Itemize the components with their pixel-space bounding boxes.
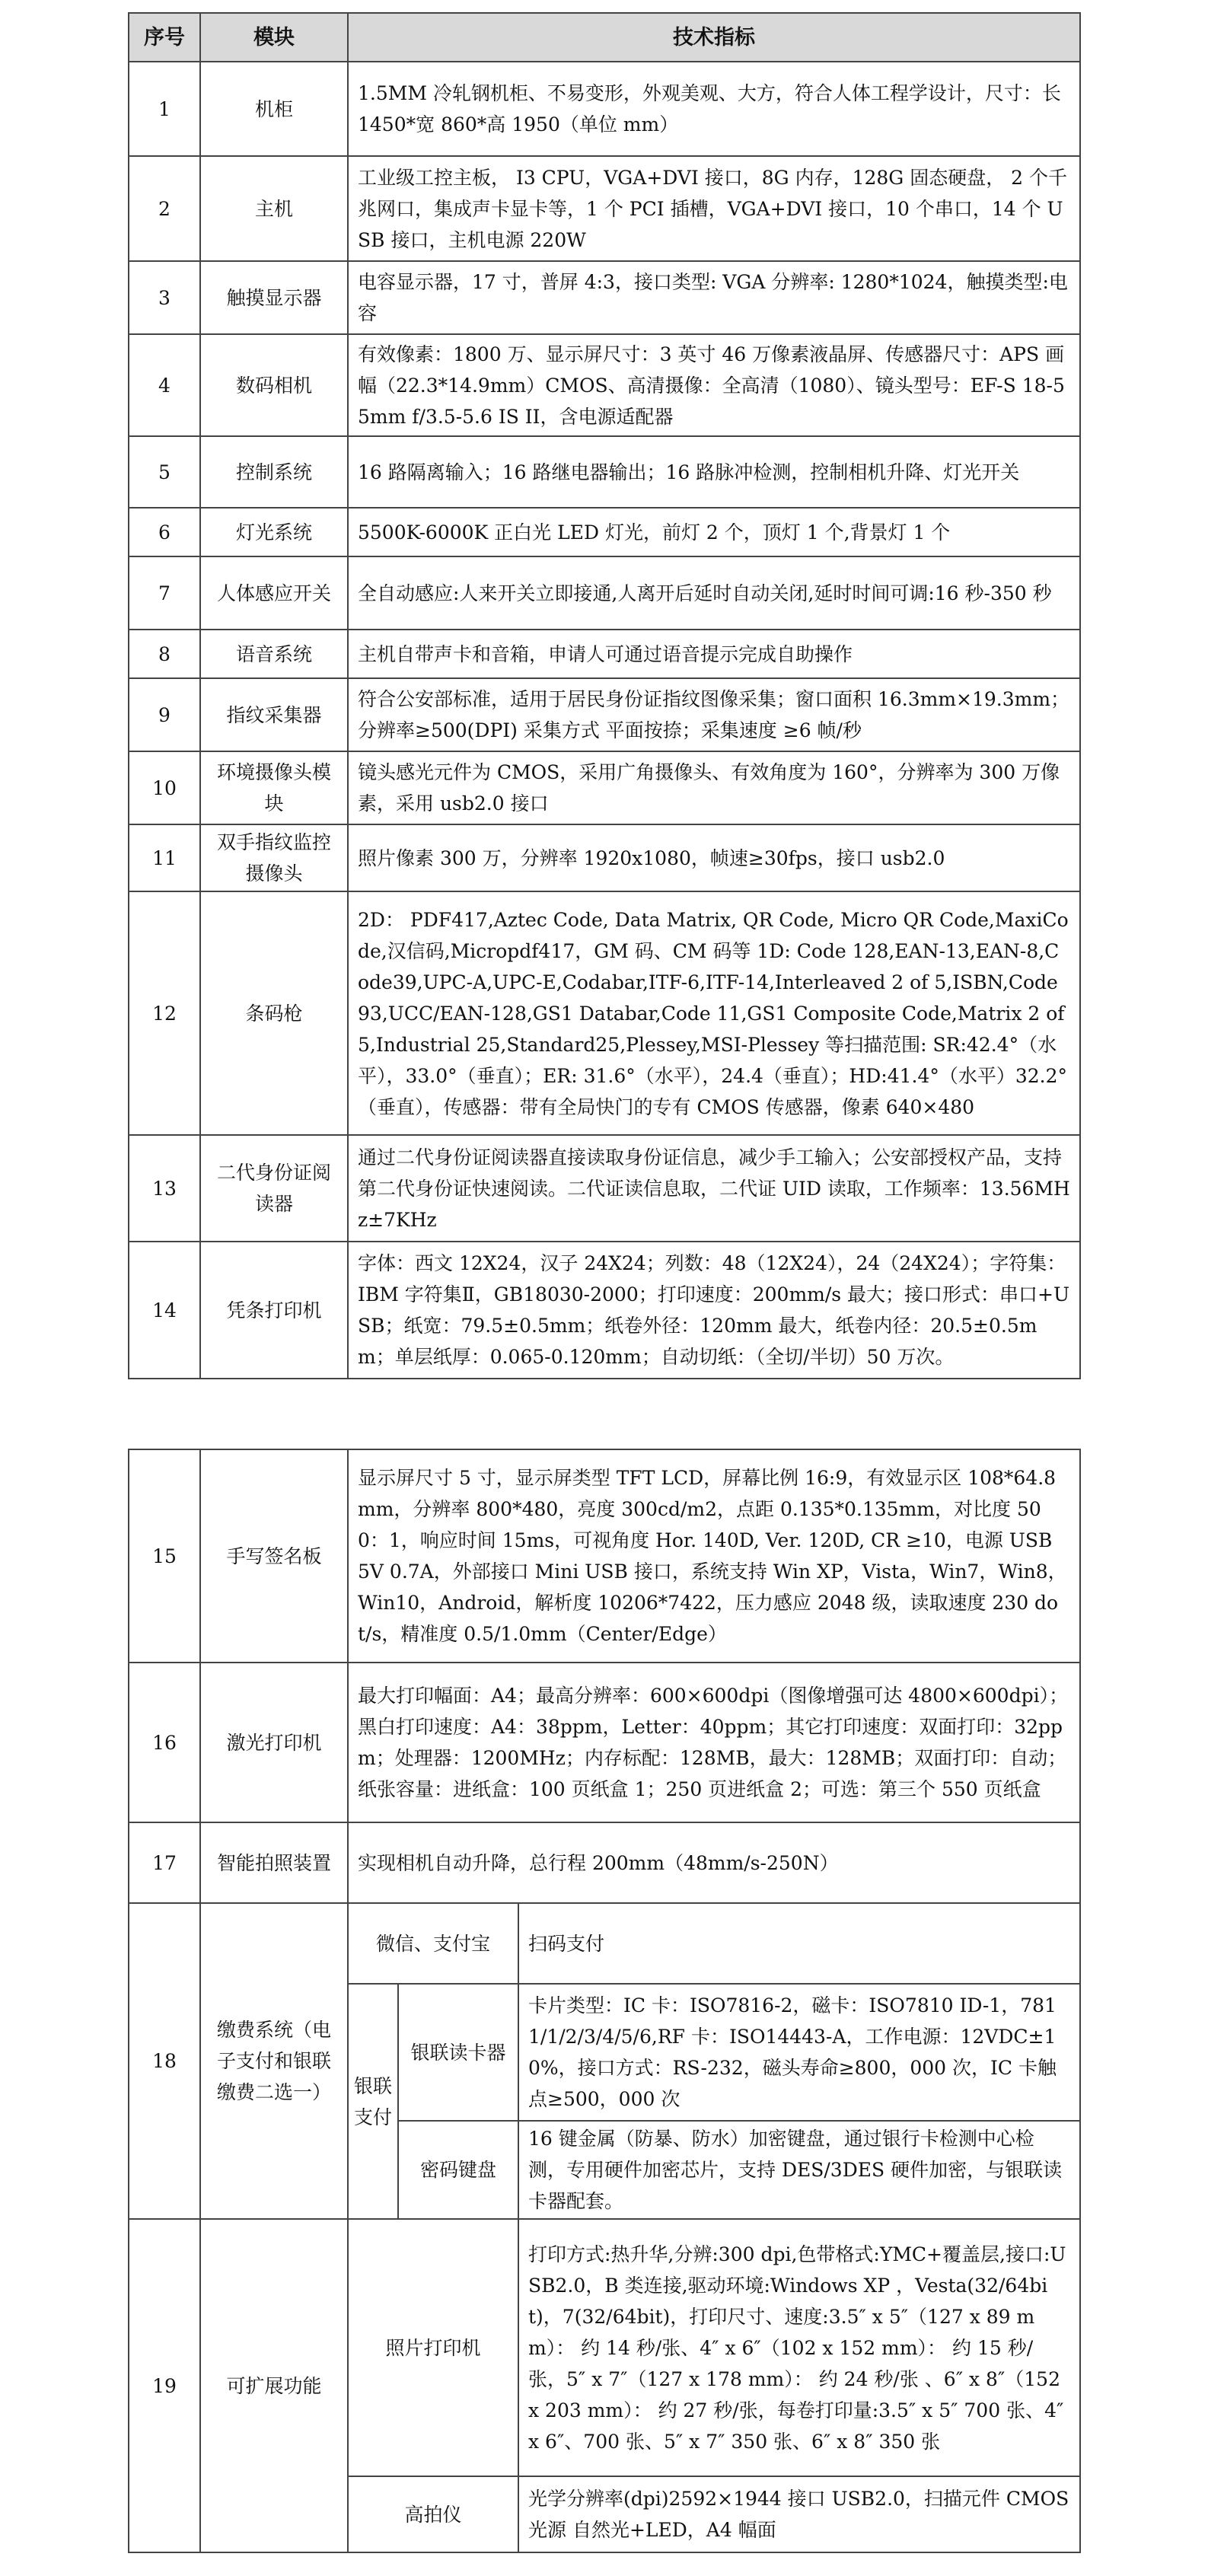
row-no: 11 [129,824,200,891]
row-spec: 1.5MM 冷轧钢机柜、不易变形，外观美观、大方，符合人体工程学设计，尺寸：长 1450*宽 860*高 1950（单位 mm） [348,62,1080,156]
row-no: 3 [129,261,200,334]
row-spec: 实现相机自动升降，总行程 200mm（48mm/s-250N） [348,1822,1080,1903]
table-row [129,62,1080,156]
table-row [129,156,1080,261]
row-no: 4 [129,334,200,436]
row-spec: 照片像素 300 万，分辨率 1920x1080，帧速≥30fps，接口 usb2.0 [348,824,1080,891]
row-spec: 电容显示器，17 寸，普屏 4:3，接口类型: VGA 分辨率: 1280*1024，触摸类型:电容 [348,261,1080,334]
header-spec: 技术指标 [348,13,1080,62]
table-row [129,1822,1080,1903]
row-module: 指纹采集器 [200,678,348,751]
row-module: 灯光系统 [200,508,348,556]
row-module: 双手指纹监控摄像头 [200,824,348,891]
row-no: 12 [129,891,200,1135]
row-spec: 工业级工控主板， I3 CPU，VGA+DVI 接口，8G 内存，128G 固态硬盘， 2 个千兆网口，集成声卡显卡等，1 个 PCI 插槽，VGA+DVI 接口，10 个串口，14 个 USB 接口，主机电源 220W [348,156,1080,261]
row-module: 数码相机 [200,334,348,436]
table-row [129,751,1080,824]
table-header-row [129,13,1080,62]
row-spec: 2D： PDF417,Aztec Code, Data Matrix, QR Code, Micro QR Code,MaxiCode,汉信码,Micropdf417，GM 码、CM 码等 1D: Code 128,EAN-13,EAN-8,Code39,UPC-A,UPC-E,Codabar,ITF-6,ITF-14,Interleaved 2 of 5,ISBN,Code 93,UCC/EAN-128,GS1 Databar,Code 11,GS1 Composite Code,Matrix 2 of 5,Industrial 25,Standard25,Plessey,MSI-Plessey 等扫描范围: SR:42.4°（水平），33.0°（垂直）；ER: 31.6°（水平），24.4（垂直）；HD:41.4°（水平）32.2°（垂直），传感器：带有全局快门的专有 CMOS 传感器，像素 640×480 [348,891,1080,1135]
row-module: 二代身份证阅读器 [200,1135,348,1242]
table-row [129,824,1080,891]
table-row-photo-printer [129,2219,1080,2476]
row-module: 缴费系统（电子支付和银联缴费二选一） [200,1903,348,2219]
table-row [129,1242,1080,1379]
row-module: 智能拍照装置 [200,1822,348,1903]
table-row [129,261,1080,334]
header-no: 序号 [129,13,200,62]
table-row [129,630,1080,678]
row-spec: 主机自带声卡和音箱，申请人可通过语音提示完成自助操作 [348,630,1080,678]
row-no: 7 [129,556,200,630]
row-module: 环境摄像头模块 [200,751,348,824]
row-module: 触摸显示器 [200,261,348,334]
row-module: 激光打印机 [200,1663,348,1822]
row-spec: 符合公安部标准，适用于居民身份证指纹图像采集；窗口面积 16.3mm×19.3mm；分辨率≥500(DPI) 采集方式 平面按捺；采集速度 ≥6 帧/秒 [348,678,1080,751]
header-module: 模块 [200,13,348,62]
table-row [129,556,1080,630]
row-module: 主机 [200,156,348,261]
row-no: 9 [129,678,200,751]
payment-pinpad-label: 密码键盘 [398,2121,518,2219]
photo-printer-spec: 打印方式:热升华,分辨:300 dpi,色带格式:YMC+覆盖层,接口:USB2.0，B 类连接,驱动环境:Windows XP ，Vesta(32/64bit)，7(32/64bit)，打印尺寸、速度:3.5″ x 5″（127 x 89 mm）： 约 14 秒/张、4″ x 6″（102 x 152 mm）： 约 15 秒/张，5″ x 7″（127 x 178 mm）： 约 24 秒/张 、6″ x 8″（152 x 203 mm）： 约 27 秒/张，每卷打印量:3.5″ x 5″ 700 张、4″ x 6″、700 张、5″ x 7″ 350 张、6″ x 8″ 350 张 [518,2219,1080,2476]
row-spec: 16 路隔离输入；16 路继电器输出；16 路脉冲检测，控制相机升降、灯光开关 [348,436,1080,508]
row-module: 条码枪 [200,891,348,1135]
row-spec: 镜头感光元件为 CMOS，采用广角摄像头、有效角度为 160°，分辨率为 300 万像素，采用 usb2.0 接口 [348,751,1080,824]
row-no: 17 [129,1822,200,1903]
row-no: 10 [129,751,200,824]
table-row [129,1135,1080,1242]
row-no: 13 [129,1135,200,1242]
table-row [129,1449,1080,1663]
payment-card-reader-spec: 卡片类型：IC 卡：ISO7816-2，磁卡：ISO7810 ID-1，7811/1/2/3/4/5/6,RF 卡：ISO14443-A，工作电源：12VDC±10%，接口方式：RS-232，磁头寿命≥800，000 次，IC 卡触点≥500，000 次 [518,1984,1080,2121]
table-row [129,891,1080,1135]
table-row [129,678,1080,751]
table-row-payment-wechat [129,1903,1080,1984]
scanner-spec: 光学分辨率(dpi)2592×1944 接口 USB2.0，扫描元件 CMOS 光源 自然光+LED，A4 幅面 [518,2476,1080,2552]
payment-card-reader-label: 银联读卡器 [398,1984,518,2121]
row-no: 8 [129,630,200,678]
row-no: 1 [129,62,200,156]
row-spec: 5500K-6000K 正白光 LED 灯光，前灯 2 个，顶灯 1 个,背景灯 1 个 [348,508,1080,556]
row-module: 控制系统 [200,436,348,508]
row-module: 语音系统 [200,630,348,678]
table-row [129,508,1080,556]
row-spec: 通过二代身份证阅读器直接读取身份证信息，减少手工输入；公安部授权产品，支持第二代身份证快速阅读。二代证读信息取，二代证 UID 读取，工作频率：13.56MHz±7KHz [348,1135,1080,1242]
table-row [129,1663,1080,1822]
row-no: 2 [129,156,200,261]
row-module: 可扩展功能 [200,2219,348,2552]
row-module: 凭条打印机 [200,1242,348,1379]
payment-pinpad-spec: 16 键金属（防暴、防水）加密键盘，通过银行卡检测中心检测，专用硬件加密芯片，支持 DES/3DES 硬件加密，与银联读卡器配套。 [518,2121,1080,2219]
row-spec: 有效像素：1800 万、显示屏尺寸：3 英寸 46 万像素液晶屏、传感器尺寸：APS 画幅（22.3*14.9mm）CMOS、高清摄像：全高清（1080）、镜头型号：EF-S 18-55mm f/3.5-5.6 IS II，含电源适配器 [348,334,1080,436]
row-spec: 最大打印幅面：A4；最高分辨率：600×600dpi（图像增强可达 4800×600dpi）；黑白打印速度：A4：38ppm，Letter：40ppm；其它打印速度：双面打印：32ppm；处理器：1200MHz；内存标配：128MB，最大：128MB；双面打印：自动；纸张容量：进纸盒：100 页纸盒 1；250 页进纸盒 2；可选：第三个 550 页纸盒 [348,1663,1080,1822]
scanner-label: 高拍仪 [348,2476,518,2552]
spec-table-part1 [128,12,1081,1379]
row-module: 人体感应开关 [200,556,348,630]
row-spec: 字体：西文 12X24，汉子 24X24；列数：48（12X24），24（24X24）；字符集：IBM 字符集Ⅱ，GB18030-2000；打印速度：200mm/s 最大；接口形式：串口+USB；纸宽：79.5±0.5mm；纸卷外径：120mm 最大，纸卷内径：20.5±0.5mm；单层纸厚：0.065-0.120mm；自动切纸：（全切/半切）50 万次。 [348,1242,1080,1379]
spec-table-part2 [128,1449,1081,2553]
row-no: 16 [129,1663,200,1822]
row-spec: 全自动感应:人来开关立即接通,人离开后延时自动关闭,延时时间可调:16 秒-350 秒 [348,556,1080,630]
row-no: 14 [129,1242,200,1379]
row-spec: 显示屏尺寸 5 寸，显示屏类型 TFT LCD，屏幕比例 16:9，有效显示区 108*64.8mm，分辨率 800*480，亮度 300cd/m2，点距 0.135*0.135mm，对比度 500：1，响应时间 15ms，可视角度 Hor. 140D, Ver. 120D, CR ≥10，电源 USB 5V 0.7A，外部接口 Mini USB 接口，系统支持 Win XP，Vista，Win7，Win8，Win10，Android，解析度 10206*7422，压力感应 2048 级，读取速度 230 dot/s，精准度 0.5/1.0mm（Center/Edge） [348,1449,1080,1663]
row-no: 5 [129,436,200,508]
table-row [129,334,1080,436]
row-no: 19 [129,2219,200,2552]
table-row [129,436,1080,508]
row-module: 机柜 [200,62,348,156]
photo-printer-label: 照片打印机 [348,2219,518,2476]
payment-unionpay-label: 银联支付 [348,1984,398,2219]
row-no: 6 [129,508,200,556]
row-module: 手写签名板 [200,1449,348,1663]
payment-wechat-label: 微信、支付宝 [348,1903,518,1984]
payment-wechat-spec: 扫码支付 [518,1903,1080,1984]
row-no: 15 [129,1449,200,1663]
row-no: 18 [129,1903,200,2219]
